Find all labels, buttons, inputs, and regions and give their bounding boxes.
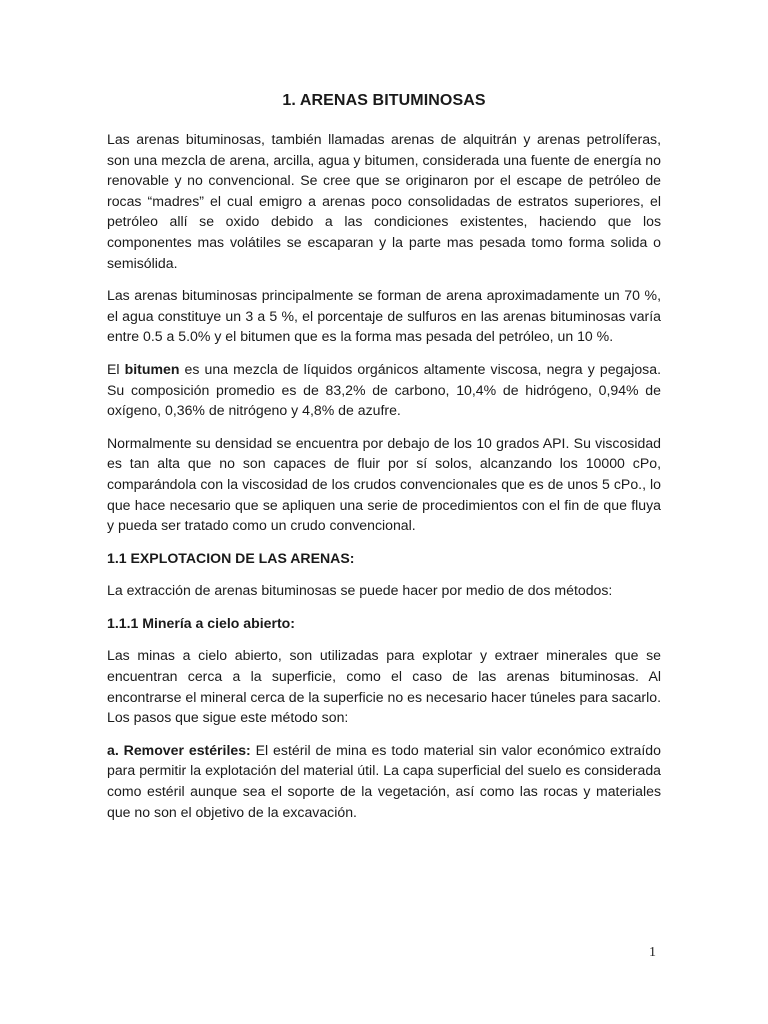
remover-esteriles-text: El estéril de mina es todo material sin valor económico extraído para permitir la explotación del material útil. La capa superficial del suelo es considerada como estéril aunque sea el soporte de la vegetación, así como las rocas y materiales que no son el objetivo de la excavación. (107, 741, 661, 820)
remover-esteriles-term: a. Remover estériles: (107, 741, 251, 758)
document-title: 1. ARENAS BITUMINOSAS (282, 92, 486, 109)
document-page (107, 92, 661, 834)
paragraph-density: Normalmente su densidad se encuentra por debajo de los 10 grados API. Su viscosidad es tan alta que no son capaces de fluir por sí solos, alcanzando los 10000 cPo, comparándola con la viscosidad de los crudos convencionales que es de unos 5 cPo., lo que hace necesario que se apliquen una serie de procedimientos con el fin de que fluya y pueda ser tratado como un crudo convencional. (107, 434, 661, 534)
page-number: 1 (649, 945, 656, 960)
paragraph-intro: Las arenas bituminosas, también llamadas arenas de alquitrán y arenas petrolíferas, son una mezcla de arena, arcilla, agua y bitumen, considerada una fuente de energía no renovable y no convencional. Se cree que se originaron por el escape de petróleo de rocas “madres” el cual emigro a arenas poco consolidadas de estratos superiores, el petróleo allí se oxido debido a las condiciones existentes, haciendo que los componentes mas volátiles se escaparan y la parte mas pesada tomo forma solida o semisólida. (107, 131, 661, 271)
bitumen-term: bitumen (124, 360, 180, 377)
paragraph-bitumen-text: es una mezcla de líquidos orgánicos altamente viscosa, negra y pegajosa. Su composición promedio es de 83,2% de carbono, 10,4% de hidrógeno, 0,94% de oxígeno, 0,36% de nitrógeno y 4,8% de azufre. (107, 360, 661, 419)
paragraph-remover-esteriles (107, 740, 661, 822)
paragraph-methods: La extracción de arenas bituminosas se puede hacer por medio de dos métodos: (107, 582, 613, 599)
paragraph-composition: Las arenas bituminosas principalmente se forman de arena aproximadamente un 70 %, el agua constituye un 3 a 5 %, el porcentaje de sulfuros en las arenas bituminosas varía entre 0.5 a 5.0% y el bitumen que es la forma mas pesada del petróleo, un 10 %. (107, 287, 661, 345)
section-heading-explotacion: 1.1 EXPLOTACION DE LAS ARENAS: (107, 549, 355, 566)
paragraph-open-pit: Las minas a cielo abierto, son utilizadas para explotar y extraer minerales que se encuentran cerca a la superficie, como el caso de las arenas bituminosas. Al encontrarse el mineral cerca de la superficie no es necesario hacer túneles para sacarlo. Los pasos que sigue este método son: (107, 647, 661, 726)
subsection-heading-mineria: 1.1.1 Minería a cielo abierto: (107, 614, 295, 631)
paragraph-bitumen-prefix: El (107, 360, 125, 377)
paragraph-bitumen (107, 359, 661, 421)
